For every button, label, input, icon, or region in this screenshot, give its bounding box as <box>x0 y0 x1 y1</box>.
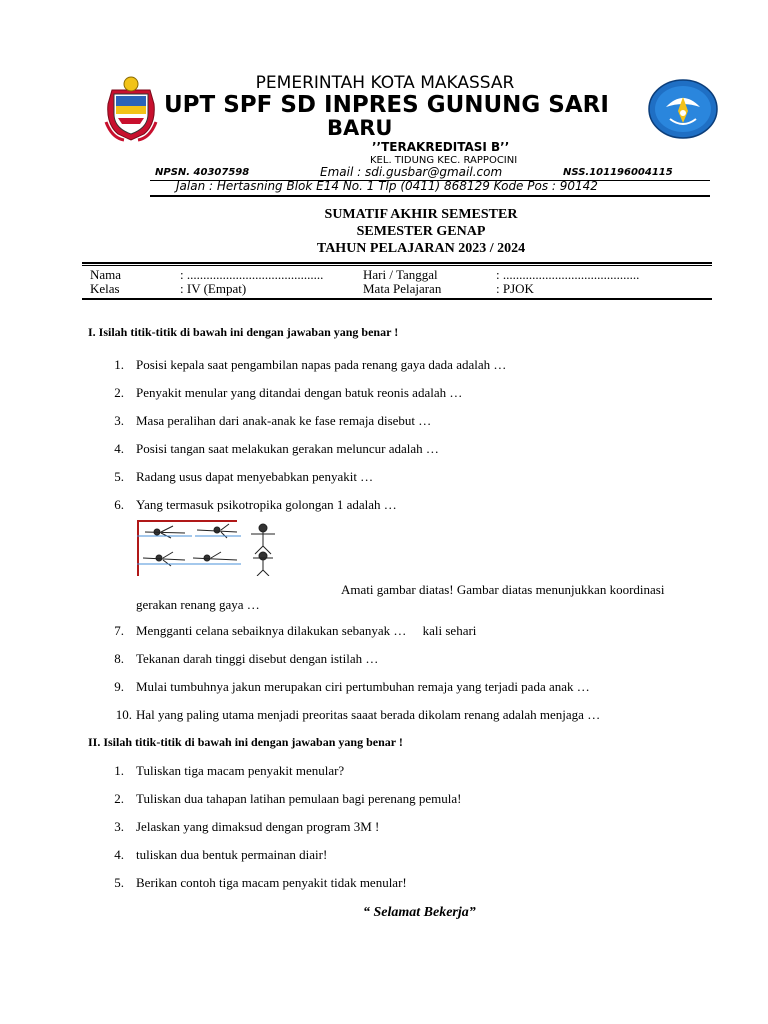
exam-title-line3: TAHUN PELAJARAN 2023 / 2024 <box>316 241 526 256</box>
s1-q6-caption-b: gerakan renang gaya … <box>136 597 260 612</box>
s2-q5-number: 5. <box>114 875 124 890</box>
npsn: NPSN. 40307598 <box>155 167 250 178</box>
government-name: PEMERINTAH KOTA MAKASSAR <box>255 73 515 93</box>
s1-q2-number: 2. <box>114 385 124 400</box>
exam-title-line2: SEMESTER GENAP <box>356 224 486 239</box>
s1-q6-text: Yang termasuk psikotropika golongan 1 adalah … <box>136 497 397 512</box>
s1-q6-number: 6. <box>114 497 124 512</box>
s1-q8-text: Tekanan darah tinggi disebut dengan istilah … <box>136 651 379 666</box>
info-divider-top2 <box>82 265 712 266</box>
section2-heading: II. Isilah titik-titik di bawah ini dengan jawaban yang benar ! <box>88 735 403 749</box>
s1-q5-number: 5. <box>114 469 124 484</box>
s1-q10-text: Hal yang paling utama menjadi preoritas saaat berada dikolam renang adalah menjaga … <box>136 707 601 722</box>
city-logo-icon <box>104 74 158 142</box>
s1-q10-number: 10. <box>115 707 132 722</box>
info-divider-bottom <box>82 298 712 300</box>
s1-q8-number: 8. <box>114 651 124 666</box>
header-divider-bottom <box>150 195 710 197</box>
mapel-label: Mata Pelajaran <box>363 281 442 296</box>
breaststroke-illustration <box>137 520 285 576</box>
accreditation: ’’TERAKREDITASI B’’ <box>372 140 510 154</box>
s1-q9-number: 9. <box>114 679 124 694</box>
s2-q2-number: 2. <box>114 791 124 806</box>
closing-message: “ Selamat Bekerja” <box>363 905 476 920</box>
s1-q9-text: Mulai tumbuhnya jakun merupakan ciri pertumbuhan remaja yang terjadi pada anak … <box>136 679 590 694</box>
kelurahan-kecamatan: KEL. TIDUNG KEC. RAPPOCINI <box>370 155 518 166</box>
s2-q3-number: 3. <box>114 819 124 834</box>
s1-q1-text: Posisi kepala saat pengambilan napas pada renang gaya dada adalah … <box>136 357 507 372</box>
s1-q7-text: Mengganti celana sebaiknya dilakukan sebanyak … kali sehari <box>136 623 477 638</box>
section1-heading: I. Isilah titik-titik di bawah ini dengan jawaban yang benar ! <box>88 325 399 339</box>
kelas-value: : IV (Empat) <box>180 281 247 296</box>
school-name-line1: UPT SPF SD INPRES GUNUNG SARI <box>164 92 609 118</box>
s1-q2-text: Penyakit menular yang ditandai dengan batuk reonis adalah … <box>136 385 463 400</box>
s2-q4-text: tuliskan dua bentuk permainan diair! <box>136 847 328 862</box>
s1-q5-text: Radang usus dapat menyebabkan penyakit … <box>136 469 374 484</box>
s1-q7-number: 7. <box>114 623 124 638</box>
info-divider-top <box>82 262 712 264</box>
s1-q4-number: 4. <box>114 441 124 456</box>
s2-q2-text: Tuliskan dua tahapan latihan pemulaan bagi perenang pemula! <box>136 791 462 806</box>
exam-title-line1: SUMATIF AKHIR SEMESTER <box>324 207 518 222</box>
s2-q3-text: Jelaskan yang dimaksud dengan program 3M ! <box>136 819 380 834</box>
s2-q4-number: 4. <box>114 847 124 862</box>
hari-label: Hari / Tanggal <box>363 267 438 282</box>
address: Jalan : Hertasning Blok E14 No. 1 Tlp (0411) 868129 Kode Pos : 90142 <box>176 179 598 193</box>
kelas-label: Kelas <box>90 281 120 296</box>
s1-q4-text: Posisi tangan saat melakukan gerakan meluncur adalah … <box>136 441 439 456</box>
s2-q1-number: 1. <box>114 763 124 778</box>
nss: NSS.101196004115 <box>563 167 673 178</box>
s1-q3-number: 3. <box>114 413 124 428</box>
nama-label: Nama <box>90 267 122 282</box>
school-name-line2: BARU <box>327 116 393 140</box>
letterhead <box>0 0 768 200</box>
tut-wuri-handayani-logo-icon <box>648 79 718 139</box>
exam-title <box>0 206 768 257</box>
s1-q1-number: 1. <box>114 357 124 372</box>
s2-q1-text: Tuliskan tiga macam penyakit menular? <box>136 763 345 778</box>
s2-q5-text: Berikan contoh tiga macam penyakit tidak menular! <box>136 875 407 890</box>
s1-q6-caption-a: Amati gambar diatas! Gambar diatas menunjukkan koordinasi <box>341 582 665 597</box>
hari-field[interactable]: : .......................................... <box>496 267 640 282</box>
email: Email : sdi.gusbar@gmail.com <box>320 165 503 179</box>
s1-q3-text: Masa peralihan dari anak-anak ke fase remaja disebut … <box>136 413 432 428</box>
mapel-value: : PJOK <box>496 281 534 296</box>
nama-field[interactable]: : .......................................... <box>180 267 324 282</box>
